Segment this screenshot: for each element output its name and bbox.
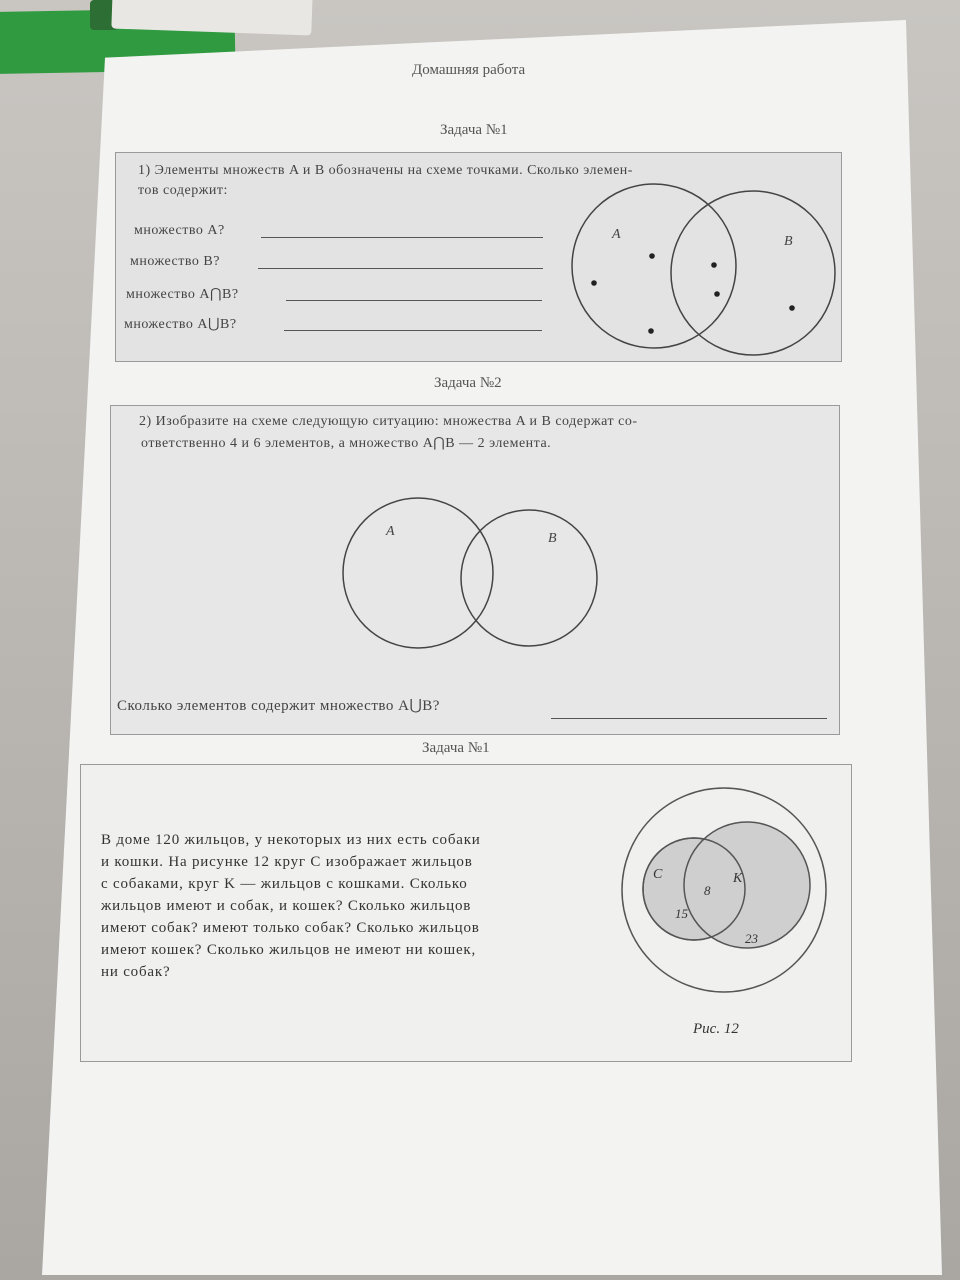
task1-dot-ab2	[714, 291, 720, 297]
task3-box	[80, 764, 852, 1062]
task3-circle-k	[684, 822, 810, 948]
task1-box	[115, 152, 842, 362]
task3-label-c: C	[653, 867, 663, 882]
task1-circle-b	[671, 191, 835, 355]
task2-box	[110, 405, 840, 735]
task3-text-line-6: имеют кошек? Сколько жильцов не имеют ни кошек,	[101, 942, 477, 958]
task3-venn-diagram	[81, 765, 851, 1061]
task1-dot-b1	[789, 305, 795, 311]
task3-text-line-3: с собаками, круг K — жильцов с кошками. Сколько	[101, 876, 468, 892]
task1-row-intersection-label: множество A⋂B?	[126, 287, 239, 302]
task3-heading: Задача №1	[422, 740, 490, 756]
task2-label-b: B	[548, 531, 557, 546]
task1-dot-a3	[648, 328, 654, 334]
task3-label-k: K	[733, 871, 743, 886]
task1-question-line1: 1) Элементы множеств A и B обозначены на схеме точками. Сколько элемен-	[138, 163, 633, 178]
task2-footer-question: Сколько элементов содержит множество A⋃B?	[117, 698, 440, 714]
task2-circle-b	[461, 510, 597, 646]
task2-label-a: A	[386, 524, 395, 539]
task1-question-line2: тов содержит:	[138, 183, 228, 198]
task3-text-line-4: жильцов имеют и собак, и кошек? Сколько жильцов	[101, 898, 472, 914]
task1-label-a: A	[612, 227, 621, 242]
task3-value-both: 8	[704, 883, 711, 898]
task1-row-a-label: множество A?	[134, 223, 225, 238]
task2-venn-diagram	[111, 406, 839, 734]
task3-text-line-5: имеют собак? имеют только собак? Сколько жильцов	[101, 920, 480, 936]
task2-question-line1: 2) Изобразите на схеме следующую ситуацию: множества A и B содержат со-	[139, 414, 638, 429]
task2-circle-a	[343, 498, 493, 648]
task1-dot-a2	[591, 280, 597, 286]
task2-question-line2: ответственно 4 и 6 элементов, а множество A⋂B — 2 элемента.	[141, 436, 552, 451]
task3-text-line-2: и кошки. На рисунке 12 круг C изображает жильцов	[101, 854, 473, 870]
task1-dot-ab1	[711, 262, 717, 268]
task1-venn-diagram	[116, 153, 841, 361]
task3-value-c-only: 15	[675, 906, 688, 921]
task1-dot-a1	[649, 253, 655, 259]
task3-text-line-7: ни собак?	[101, 964, 171, 980]
page-title: Домашняя работа	[412, 62, 526, 78]
task1-row-b-label: множество B?	[130, 254, 220, 269]
task2-answer-line[interactable]	[551, 718, 827, 719]
task2-heading: Задача №2	[434, 375, 502, 391]
task3-caption: Рис. 12	[693, 1021, 739, 1037]
task1-row-union-label: множество A⋃B?	[124, 317, 237, 332]
task3-text-line-1: В доме 120 жильцов, у некоторых из них есть собаки	[101, 832, 481, 848]
task3-value-k-only: 23	[745, 931, 758, 946]
task1-heading: Задача №1	[440, 122, 508, 138]
task1-label-b: B	[784, 234, 793, 249]
